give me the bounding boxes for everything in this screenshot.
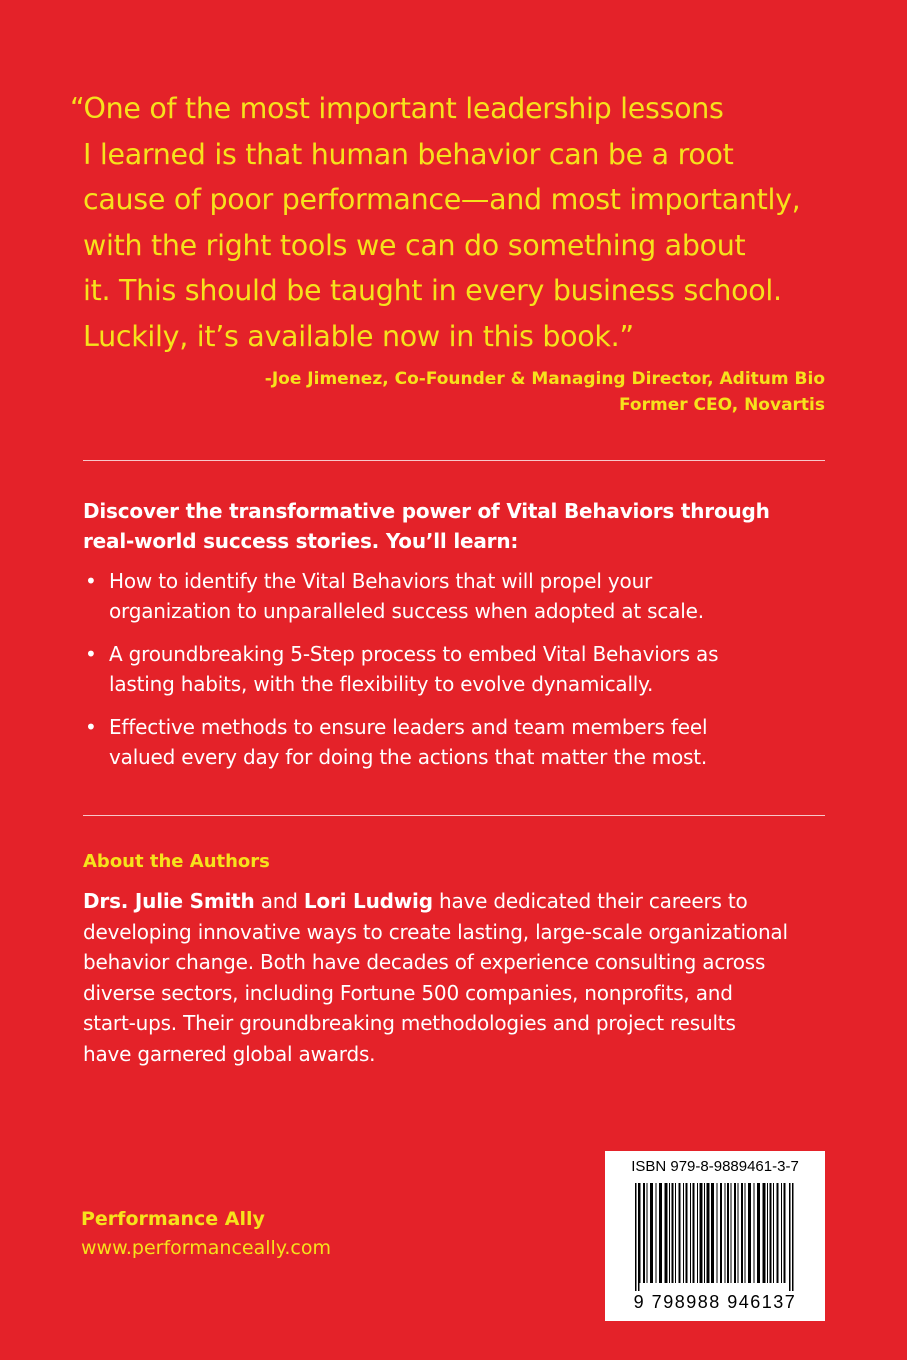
attribution-title: Former CEO, Novartis: [619, 395, 825, 415]
list-item: [83, 566, 843, 626]
learning-points-list: [83, 566, 843, 785]
endorsement-quote: [70, 86, 860, 359]
about-authors-heading: About the Authors: [83, 851, 270, 872]
list-item: [83, 639, 843, 699]
quote-line: it. This should be taught in every business school.: [83, 274, 782, 307]
conjunction: and: [254, 889, 304, 913]
list-item-line: Effective methods to ensure leaders and team members feel: [109, 715, 708, 739]
divider: [83, 815, 825, 816]
barcode-bars: [635, 1183, 795, 1291]
about-authors-text: [83, 886, 843, 1069]
about-line: diverse sectors, including Fortune 500 companies, nonprofits, and: [83, 980, 733, 1005]
isbn-barcode: [605, 1151, 825, 1321]
quote-line: I learned is that human behavior can be a root: [83, 137, 734, 171]
list-item: [83, 712, 843, 772]
quote-attribution: [265, 366, 825, 418]
bullet-marker: •: [85, 715, 97, 739]
intro-line: real-world success stories. You’ll learn:: [83, 529, 519, 553]
barcode-digits: 9 798988 946137: [633, 1292, 797, 1312]
quote-line: cause of poor performance—and most importantly,: [83, 183, 801, 216]
isbn-label: ISBN 979-8-9889461-3-7: [631, 1158, 799, 1175]
about-line: behavior change. Both have decades of experience consulting across: [83, 950, 766, 974]
about-line: [83, 886, 843, 917]
list-item-line: valued every day for doing the actions that matter the most.: [109, 745, 708, 769]
quote-line: with the right tools we can do something about: [83, 228, 746, 262]
about-text: have dedicated their careers to: [432, 889, 748, 913]
divider: [83, 460, 825, 461]
list-item-line: A groundbreaking 5-Step process to embed Vital Behaviors as: [109, 642, 719, 666]
attribution-name: -Joe Jimenez, Co-Founder & Managing Director, Aditum Bio: [264, 369, 825, 389]
author-name: Lori Ludwig: [303, 889, 433, 913]
list-item-line: organization to unparalleled success when adopted at scale.: [109, 599, 704, 623]
bullet-marker: •: [85, 642, 97, 666]
author-name: Drs. Julie Smith: [83, 889, 255, 913]
quote-line: “One of the most important leadership lessons: [70, 92, 724, 125]
quote-line: Luckily, it’s available now in this book.”: [83, 319, 634, 353]
publisher-name: Performance Ally: [81, 1208, 265, 1230]
intro-text: [83, 496, 843, 556]
about-line: have garnered global awards.: [83, 1041, 376, 1066]
intro-line: Discover the transformative power of Vital Behaviors through: [83, 499, 770, 523]
list-item-line: How to identify the Vital Behaviors that will propel your: [109, 569, 653, 593]
bullet-marker: •: [85, 569, 97, 593]
list-item-line: lasting habits, with the flexibility to evolve dynamically.: [109, 672, 654, 696]
about-line: start-ups. Their groundbreaking methodologies and project results: [83, 1011, 736, 1035]
publisher-website[interactable]: www.performanceally.com: [81, 1237, 331, 1259]
about-line: developing innovative ways to create lasting, large-scale organizational: [83, 919, 788, 944]
